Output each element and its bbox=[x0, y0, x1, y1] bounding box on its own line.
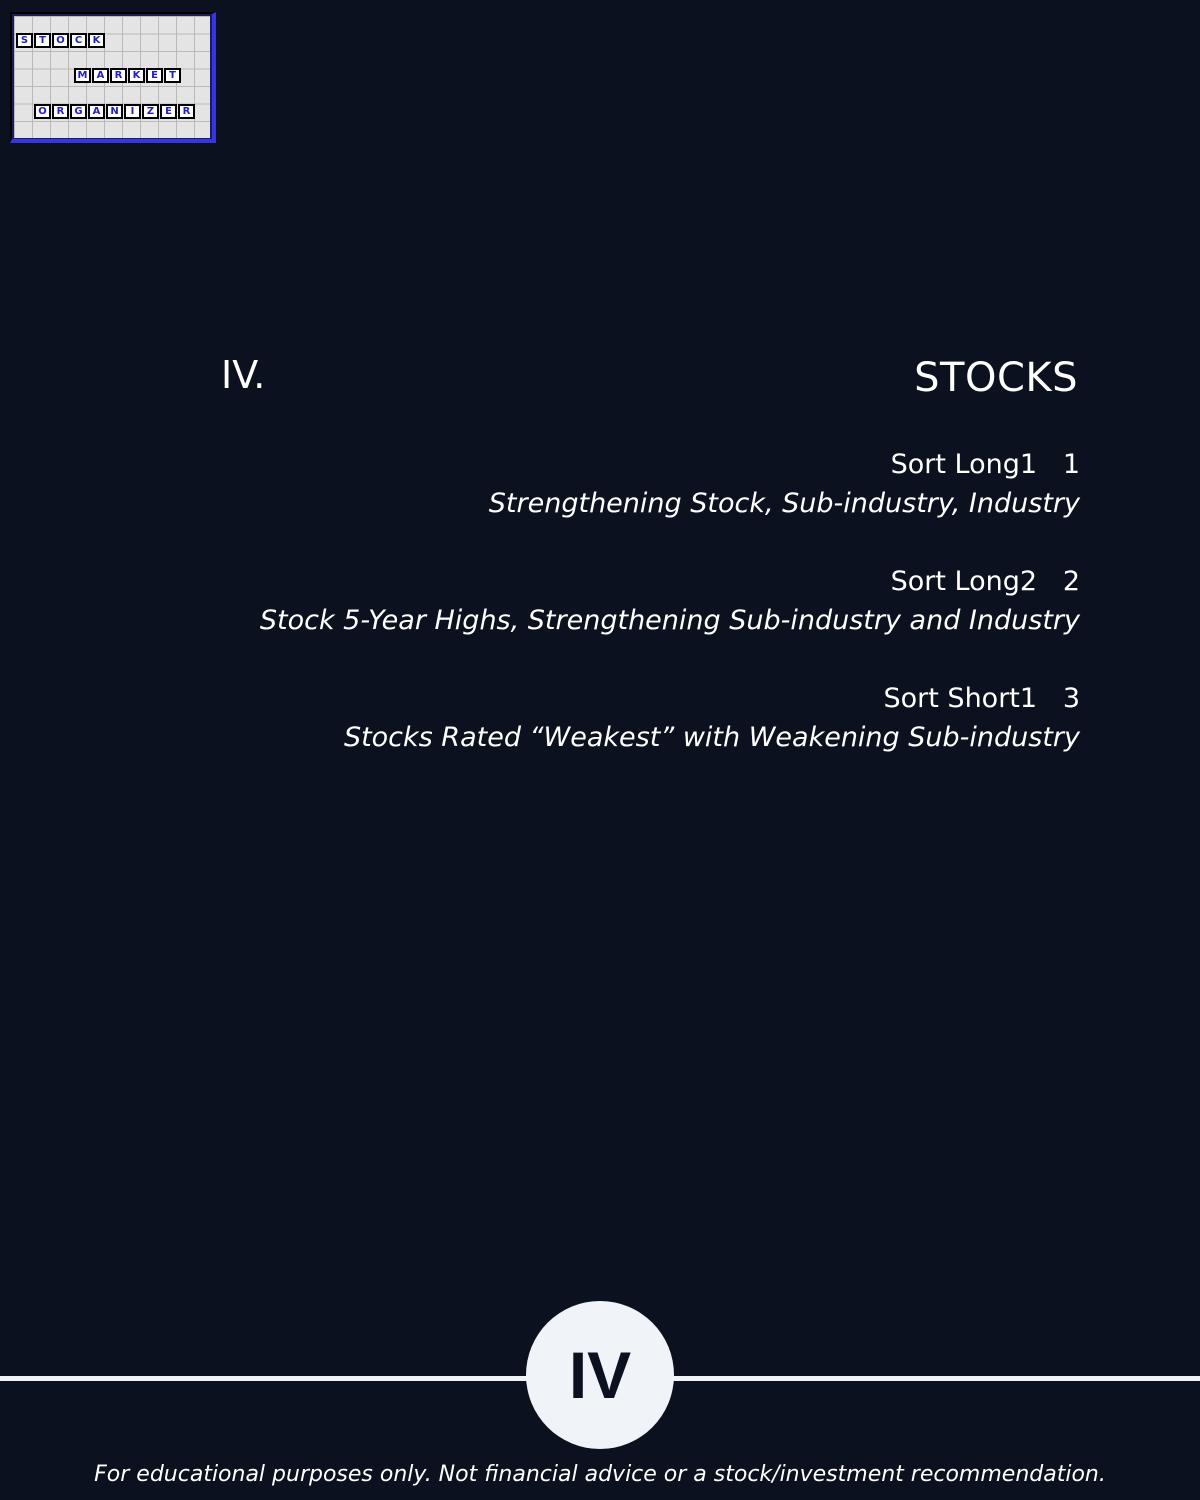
sort-number: 1 bbox=[1062, 449, 1080, 480]
sort-item bbox=[260, 566, 1080, 637]
logo-letter-cell: K bbox=[128, 68, 145, 83]
logo-letter-cell: M bbox=[74, 68, 91, 83]
logo-letter-cell: E bbox=[146, 68, 163, 83]
logo-letter-cell: O bbox=[52, 33, 69, 48]
logo-letter-cell: K bbox=[88, 33, 105, 48]
logo-letter-cell: O bbox=[34, 104, 51, 119]
sort-description: Stock 5-Year Highs, Strengthening Sub-industry and Industry bbox=[259, 605, 1080, 636]
sort-name: Sort Long2 bbox=[890, 566, 1038, 597]
logo-letter-cell: S bbox=[16, 33, 33, 48]
sort-heading bbox=[344, 683, 1080, 715]
logo-word-stock bbox=[16, 33, 106, 48]
section-numeral: IV. bbox=[221, 353, 266, 397]
disclaimer: For educational purposes only. Not financial advice or a stock/investment recommendation. bbox=[94, 1462, 1106, 1487]
sort-heading bbox=[260, 566, 1080, 598]
logo-letter-cell: T bbox=[164, 68, 181, 83]
section-title: STOCKS bbox=[914, 355, 1078, 401]
sort-description: Strengthening Stock, Sub-industry, Industry bbox=[488, 488, 1080, 519]
sort-item bbox=[489, 449, 1080, 520]
logo-word-market bbox=[74, 68, 182, 83]
sort-name: Sort Long1 bbox=[890, 449, 1038, 480]
logo-letter-cell: I bbox=[124, 104, 141, 119]
logo-letter-cell: A bbox=[88, 104, 105, 119]
logo-letter-cell: A bbox=[92, 68, 109, 83]
sort-description: Stocks Rated “Weakest” with Weakening Sub-industry bbox=[343, 722, 1080, 753]
logo-letter-cell: R bbox=[110, 68, 127, 83]
sort-heading bbox=[489, 449, 1080, 481]
sort-item bbox=[344, 683, 1080, 754]
section-medallion: IV bbox=[526, 1301, 674, 1449]
logo-letter-cell: N bbox=[106, 104, 123, 119]
logo-letter-cell: G bbox=[70, 104, 87, 119]
logo-letter-cell: E bbox=[160, 104, 177, 119]
stock-market-organizer-logo bbox=[10, 12, 216, 143]
logo-letter-cell: C bbox=[70, 33, 87, 48]
logo-word-organizer bbox=[34, 104, 196, 119]
sort-name: Sort Short1 bbox=[883, 683, 1038, 714]
logo-letter-cell: R bbox=[52, 104, 69, 119]
sort-number: 3 bbox=[1062, 683, 1080, 714]
sort-number: 2 bbox=[1062, 566, 1080, 597]
logo-letter-cell: T bbox=[34, 33, 51, 48]
logo-letter-cell: Z bbox=[142, 104, 159, 119]
logo-letter-cell: R bbox=[178, 104, 195, 119]
